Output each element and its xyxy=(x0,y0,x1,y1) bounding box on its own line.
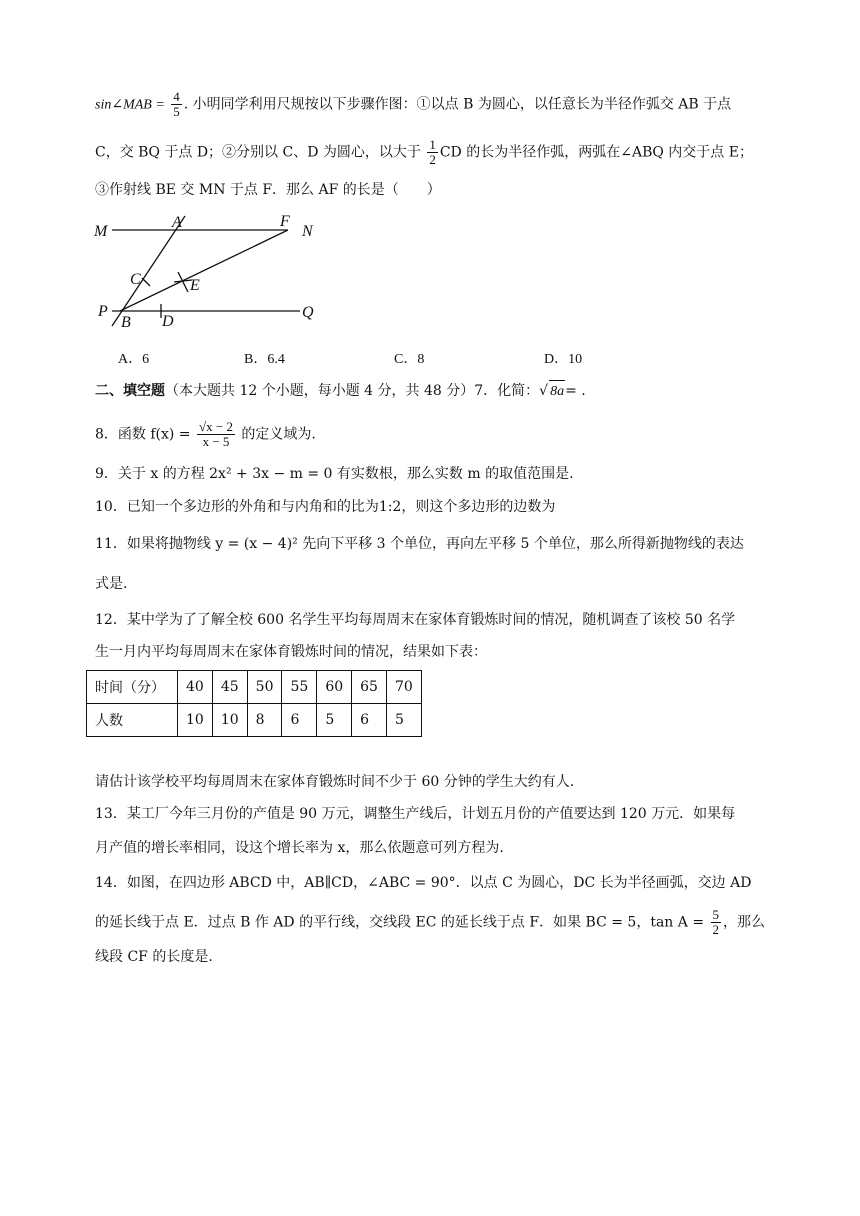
table-header-count: 人数 xyxy=(87,704,178,737)
table-row xyxy=(87,704,422,737)
table-cell: 5 xyxy=(317,704,352,737)
answer-options xyxy=(118,348,718,370)
sin-expression: sin∠MAB = xyxy=(95,97,165,113)
q14-text2a: 的延长线于点 E．过点 B 作 AD 的平行线，交线段 EC 的延长线于点 F．如果 BC = 5，tan A = xyxy=(95,914,705,931)
label-c: C xyxy=(130,271,141,288)
q8-suffix: 的定义域为. xyxy=(241,426,316,443)
fraction-5-2: $\frac{5}{2}$ xyxy=(712,907,720,937)
fraction-4-5: $\frac{4}{5}$ xyxy=(173,89,180,119)
label-b: B xyxy=(121,314,131,331)
q14-line3: 线段 CF 的长度是. xyxy=(95,949,213,965)
section2-line xyxy=(95,380,586,403)
q9-line: 9．关于 x 的方程 2x² + 3x − m = 0 有实数根，那么实数 m 的取值范围是. xyxy=(95,466,574,482)
section-title: 二、填空题 xyxy=(95,383,165,399)
table-cell: 6 xyxy=(352,704,387,737)
arc-c xyxy=(142,278,150,286)
problem6-line3: ③作射线 BE 交 MN 于点 F．那么 AF 的长是（ ） xyxy=(95,182,441,198)
table-cell: 8 xyxy=(247,704,282,737)
table-cell: 10 xyxy=(178,704,213,737)
table-cell: 55 xyxy=(282,671,317,704)
table-cell: 5 xyxy=(386,704,421,737)
problem6-line1 xyxy=(95,90,731,119)
q12-line2: 生一月内平均每周周末在家体育锻炼时间的情况，结果如下表： xyxy=(95,644,487,660)
label-d: D xyxy=(162,313,174,330)
q13-line2: 月产值的增长率相同，设这个增长率为 x，那么依题意可列方程为. xyxy=(95,840,504,856)
table-cell: 45 xyxy=(212,671,247,704)
problem6-line2 xyxy=(95,138,753,167)
q14-line1: 14．如图，在四边形 ABCD 中，AB∥CD，∠ABC = 90°．以点 C 为圆心，DC 长为半径画弧，交边 AD xyxy=(95,875,752,891)
q12-line1: 12．某中学为了了解全校 600 名学生平均每周周末在家体育锻炼时间的情况，随机调查了该校 50 名学 xyxy=(95,612,736,628)
table-cell: 70 xyxy=(386,671,421,704)
ray-bf xyxy=(120,230,288,311)
table-cell: 10 xyxy=(212,704,247,737)
option-b[interactable]: B．6.4 xyxy=(244,352,285,367)
table-cell: 6 xyxy=(282,704,317,737)
label-e: E xyxy=(190,277,200,294)
table-row xyxy=(87,671,422,704)
q10-line: 10．已知一个多边形的外角和与内角和的比为1:2，则这个多边形的边数为 xyxy=(95,499,556,515)
geometry-figure xyxy=(90,210,330,335)
option-a[interactable]: A．6 xyxy=(118,352,150,367)
q11-line2: 式是. xyxy=(95,576,128,592)
table-cell: 65 xyxy=(352,671,387,704)
q7-tail: = . xyxy=(565,383,586,399)
problem6-text2b: CD 的长为半径作弧，两弧在∠ABQ 内交于点 E； xyxy=(439,144,753,161)
label-m: M xyxy=(94,223,108,240)
q8-line xyxy=(95,420,316,449)
label-f: F xyxy=(280,213,290,230)
table-cell: 60 xyxy=(317,671,352,704)
table-cell: 40 xyxy=(178,671,213,704)
fraction-1-2: $\frac{1}{2}$ xyxy=(429,137,436,167)
option-c[interactable]: C．8 xyxy=(394,352,425,367)
problem6-text2a: C，交 BQ 于点 D；②分别以 C、D 为圆心，以大于 xyxy=(95,144,421,161)
sqrt-symbol: √ xyxy=(539,383,549,399)
q14-line2 xyxy=(95,908,765,937)
table-cell: 50 xyxy=(247,671,282,704)
section-desc: （本大题共 12 个小题，每小题 4 分，共 48 分）7．化简： xyxy=(165,383,540,399)
q8-fraction: $\frac{√x - 2}{x - 5}$ xyxy=(199,419,233,449)
label-a: A xyxy=(172,214,182,231)
label-n: N xyxy=(302,223,313,240)
label-q: Q xyxy=(302,304,314,321)
problem6-text1: . 小明同学利用尺规按以下步骤作图：①以点 B 为圆心，以任意长为半径作弧交 AB 于点 xyxy=(183,96,732,113)
label-p: P xyxy=(98,303,108,320)
option-d[interactable]: D．10 xyxy=(544,352,583,367)
q11-line1: 11．如果将抛物线 y = (x − 4)² 先向下平移 3 个单位，再向左平移 5 个单位，那么所得新抛物线的表达 xyxy=(95,536,744,552)
table-header-time: 时间（分） xyxy=(87,671,178,704)
q14-text2b: ，那么 xyxy=(723,914,766,931)
q12-line3: 请估计该学校平均每周周末在家体育锻炼时间不少于 60 分钟的学生大约有人. xyxy=(95,774,575,790)
sqrt-expression: 8a xyxy=(549,380,565,403)
q8-prefix: 8．函数 f(x) = xyxy=(95,426,191,443)
data-table xyxy=(86,670,422,737)
q13-line1: 13．某工厂今年三月份的产值是 90 万元，调整生产线后，计划五月份的产值要达到 120 万元．如果每 xyxy=(95,806,736,822)
